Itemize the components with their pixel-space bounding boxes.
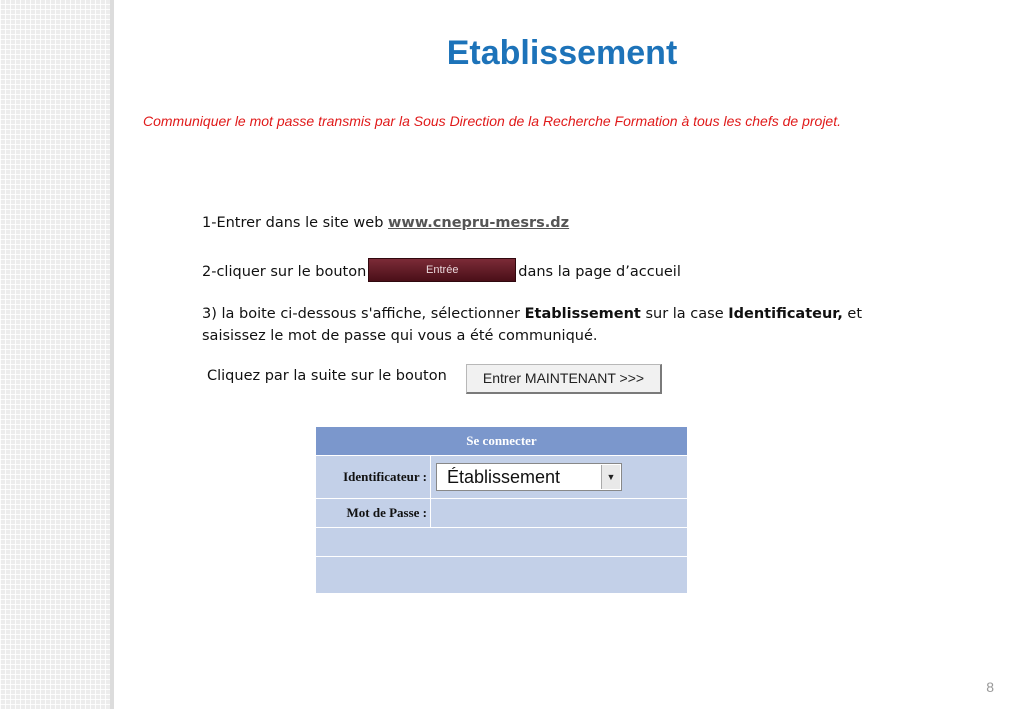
side-pattern	[0, 0, 110, 709]
step-3-bold-etablissement: Etablissement	[524, 306, 641, 322]
step-4-text: Cliquez par la suite sur le bouton	[207, 368, 447, 384]
subtitle: Communiquer le mot passe transmis par la Sous Direction de la Recherche Formation à tous les chefs de projet.	[143, 113, 841, 129]
identifier-selected-value: Établissement	[447, 467, 561, 487]
step-3-line-2: saisissez le mot de passe qui vous a été communiqué.	[202, 328, 598, 344]
step-1-text: 1-Entrer dans le site web	[202, 215, 389, 231]
step-3	[202, 303, 862, 347]
step-2	[202, 260, 681, 284]
step-3-text-2: sur la case	[640, 306, 729, 322]
step-2-suffix: dans la page d’accueil	[518, 264, 681, 280]
chevron-down-icon[interactable]: ▼	[601, 465, 620, 489]
enter-now-button[interactable]: Entrer MAINTENANT >>>	[466, 364, 662, 394]
login-header: Se connecter	[316, 427, 688, 456]
password-field[interactable]	[431, 499, 688, 528]
identifier-label: Identificateur :	[316, 456, 431, 499]
entree-button[interactable]: Entrée	[368, 258, 516, 282]
identifier-select[interactable]	[436, 463, 622, 491]
step-2-text: 2-cliquer sur le bouton	[202, 264, 367, 280]
step-3-bold-identificateur: Identificateur,	[728, 306, 843, 322]
page-number: 8	[986, 679, 994, 695]
page-title: Etablissement	[446, 34, 678, 72]
identifier-cell	[431, 456, 688, 499]
empty-row	[316, 528, 688, 557]
step-3-text: 3) la boite ci-dessous s'affiche, sélectionner	[202, 306, 525, 322]
step-1	[202, 215, 569, 231]
step-3-text-3: et	[842, 306, 863, 322]
side-divider	[110, 0, 114, 709]
password-label: Mot de Passe :	[316, 499, 431, 528]
website-link[interactable]: www.cnepru-mesrs.dz	[388, 215, 570, 231]
login-box	[315, 426, 688, 594]
submit-row	[316, 557, 688, 594]
